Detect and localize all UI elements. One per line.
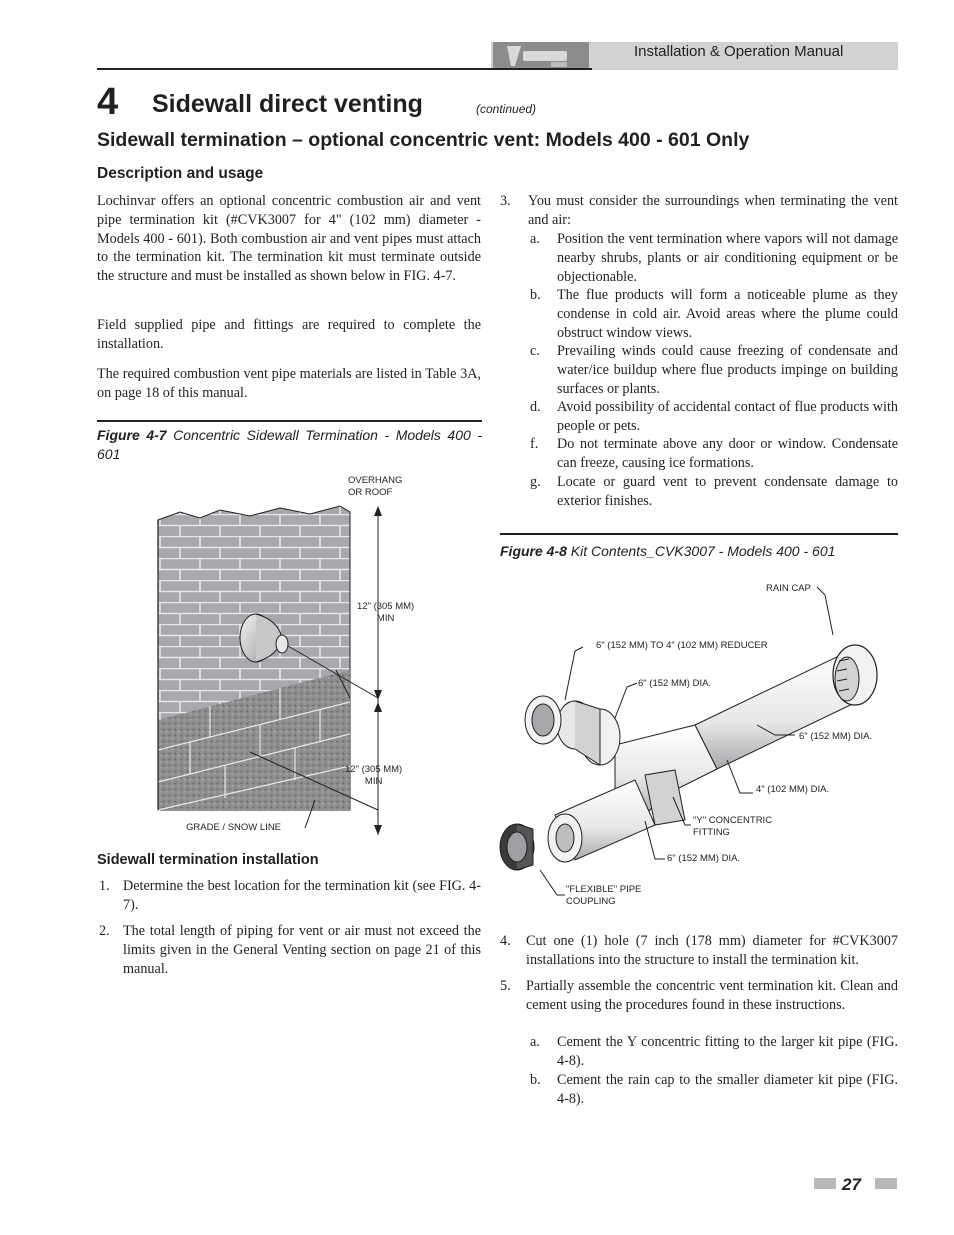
chapter-title: Sidewall direct venting — [152, 90, 423, 118]
label-dia-6-a: 6" (152 MM) DIA. — [638, 678, 712, 689]
step-3-letter: c. — [530, 343, 540, 359]
figure-8-number: Figure 4-8 — [500, 543, 567, 559]
step-5-item: Cement the rain cap to the smaller diameter kit pipe (FIG. 4-8). — [557, 1072, 898, 1107]
label-min-bottom: 12" (305 MM) MIN — [345, 764, 403, 787]
label-grade: GRADE / SNOW LINE — [186, 822, 282, 833]
figure-8-illustration — [495, 575, 900, 920]
figure-7-rule — [97, 420, 482, 422]
page-number-bar-right — [875, 1178, 897, 1189]
label-dia-4: 4" (102 MM) DIA. — [756, 784, 830, 795]
label-reducer: 6" (152 MM) TO 4" (102 MM) REDUCER — [596, 640, 768, 651]
field-pipe-paragraph: Field supplied pipe and fittings are required to complete the installation. — [97, 317, 481, 352]
step-3-letter: g. — [530, 474, 541, 490]
label-dia-6-c: 6" (152 MM) DIA. — [667, 853, 741, 864]
step-5-item: Cement the Y concentric fitting to the larger kit pipe (FIG. 4-8). — [557, 1034, 898, 1069]
step-3-item: The flue products will form a noticeable plume as they condense in cold air. Avoid areas where the plume could obstruct window views. — [557, 287, 898, 341]
install-step-number: 2. — [99, 923, 110, 939]
step-3-item: Position the vent termination where vapors will not damage nearby shrubs, plants or air conditioning equipment or be objectionable. — [557, 231, 898, 285]
page-number: 27 — [842, 1175, 861, 1194]
step-3-item: Locate or guard vent to prevent condensate damage to exterior finishes. — [557, 474, 898, 509]
install-step-number: 1. — [99, 878, 110, 894]
header-rule — [97, 68, 592, 70]
step-5-letter: b. — [530, 1072, 541, 1088]
step-3-item: Prevailing winds could cause freezing of condensate and water/ice buildup where flue products impinge on building surfaces or plants. — [557, 343, 898, 397]
manual-title: Installation & Operation Manual — [634, 43, 844, 60]
step-3-letter: f. — [530, 436, 539, 452]
figure-8-caption-text: Kit Contents_CVK3007 - Models 400 - 601 — [570, 543, 836, 559]
step-4-number: 4. — [500, 933, 511, 949]
step-3-number: 3. — [500, 193, 511, 209]
subsection-title: Description and usage — [97, 165, 264, 182]
chapter-continued: (continued) — [476, 102, 537, 116]
brand-logo — [493, 42, 589, 70]
figure-8-rule — [500, 533, 898, 535]
step-3-text: You must consider the surroundings when terminating the vent and air: — [528, 193, 898, 228]
step-3-letter: d. — [530, 399, 541, 415]
step-5-number: 5. — [500, 978, 511, 994]
install-step-text: Determine the best location for the termination kit (see FIG. 4-7). — [123, 878, 481, 913]
figure-7-caption — [97, 426, 482, 464]
chapter-number: 4 — [97, 81, 119, 123]
step-5-letter: a. — [530, 1034, 540, 1050]
step-3-letter: b. — [530, 287, 541, 303]
step-3-item: Do not terminate above any door or window. Condensate can freeze, causing ice formations. — [557, 436, 898, 471]
step-3-letter: a. — [530, 231, 540, 247]
figure-7-number: Figure 4-7 — [97, 427, 167, 443]
page-number-bar-left — [814, 1178, 836, 1189]
install-step-text: The total length of piping for vent or air must not exceed the limits given in the General Venting section on page 21 of this manual. — [123, 923, 481, 977]
label-overhang: OVERHANG OR ROOF — [348, 475, 403, 498]
label-min-top: 12" (305 MM) MIN — [357, 601, 415, 624]
figure-8-caption — [500, 542, 898, 561]
label-y-fitting: "Y" CONCENTRIC FITTING — [693, 815, 773, 838]
label-dia-6-b: 6" (152 MM) DIA. — [799, 731, 873, 742]
label-coupling: "FLEXIBLE" PIPE COUPLING — [566, 884, 642, 907]
step-3-item: Avoid possibility of accidental contact of flue products with people or pets. — [557, 399, 898, 434]
figure-7-caption-text: Concentric Sidewall Termination - Models 400 - 601 — [97, 427, 482, 462]
intro-paragraph: Lochinvar offers an optional concentric combustion air and vent pipe termination kit (#CVK3007 for 4" (102 mm) diameter - Models 400 - 601). Both combustion air and vent pipes must attach to the termination kit. The termination kit must terminate outside the structure and must be installed as shown below in FIG. 4-7. — [97, 193, 481, 285]
section-title: Sidewall termination – optional concentric vent: Models 400 - 601 Only — [97, 129, 750, 151]
step-4-text: Cut one (1) hole (7 inch (178 mm) diameter for #CVK3007 installations into the structure to install the termination kit. — [526, 933, 898, 968]
step-5-text: Partially assemble the concentric vent termination kit. Clean and cement using the procedures found in these instructions. — [526, 978, 898, 1013]
install-title: Sidewall termination installation — [97, 852, 319, 868]
materials-paragraph: The required combustion vent pipe materials are listed in Table 3A, on page 18 of this manual. — [97, 366, 481, 401]
label-rain-cap: RAIN CAP — [766, 583, 811, 594]
